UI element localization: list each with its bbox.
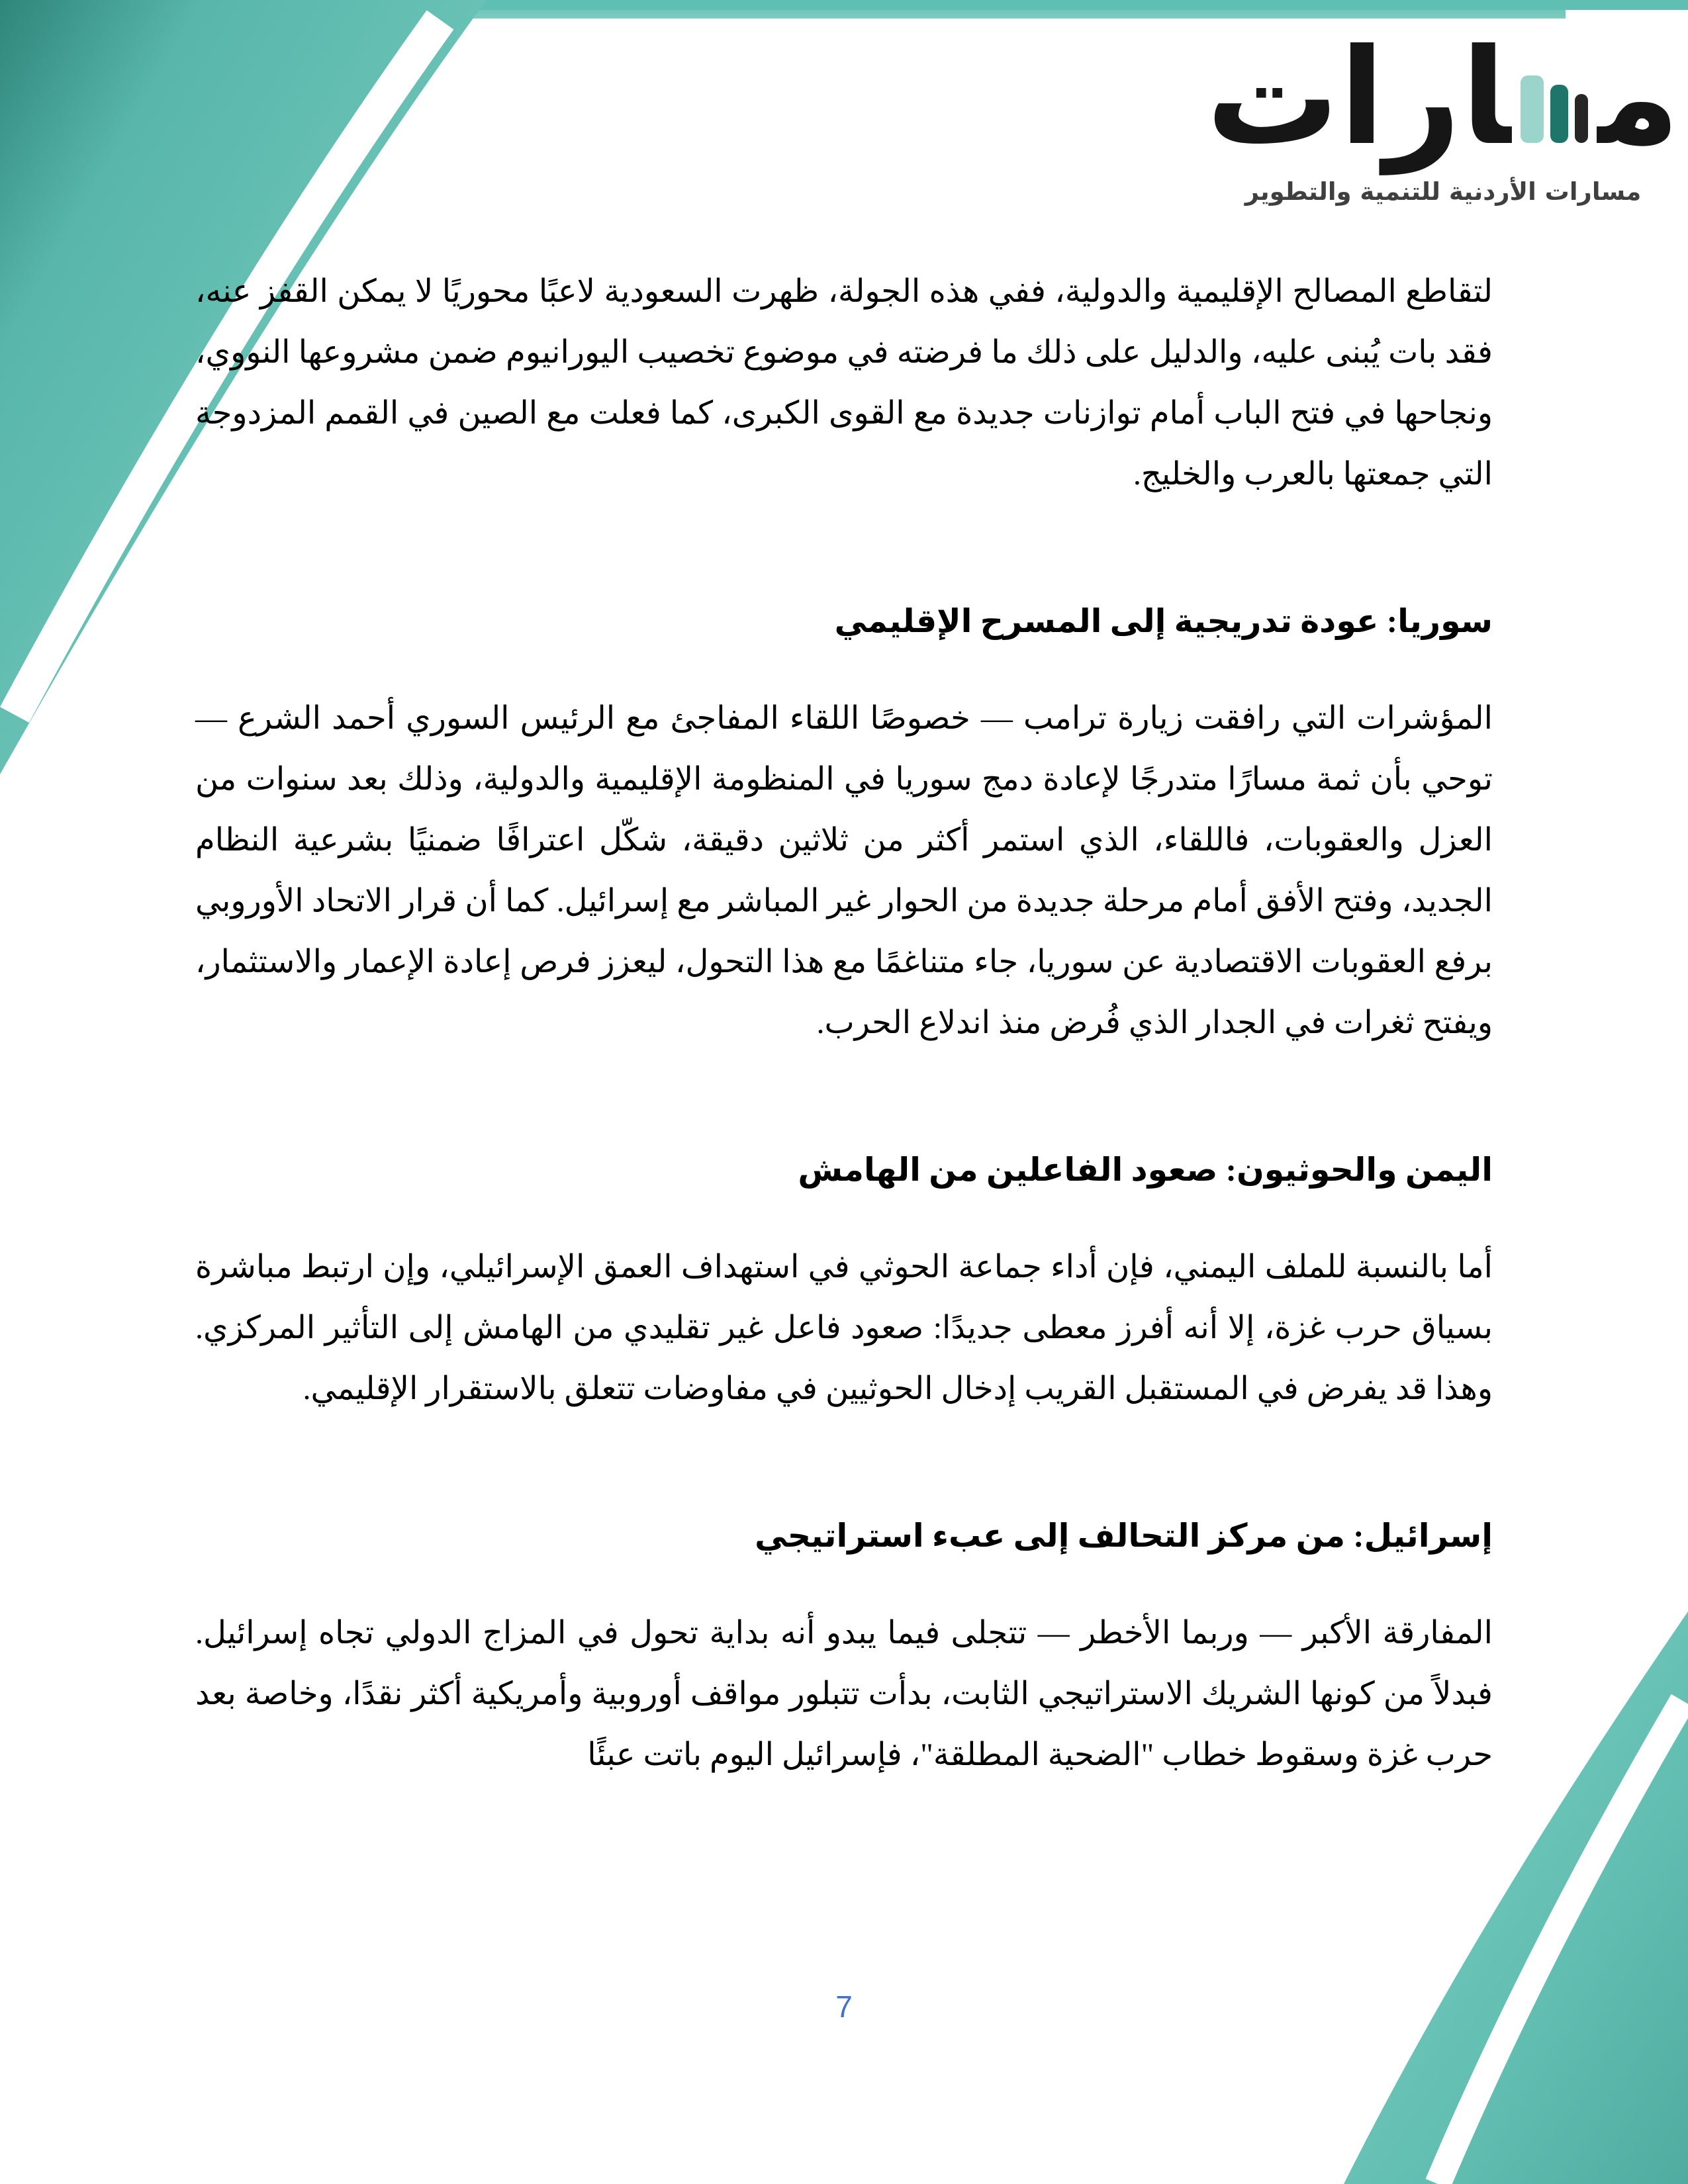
logo-tagline: مسارات الأردنية للتنمية والتطوير [1244, 177, 1642, 206]
section-heading-syria: سوريا: عودة تدريجية إلى المسرح الإقليمي [834, 603, 1493, 639]
logo-seen-bars-icon [1517, 25, 1591, 171]
logo-letters-arat: ‍ارات [1206, 21, 1511, 175]
section-heading-israel: إسرائيل: من مركز التحالف إلى عبء استراتيجي [755, 1518, 1493, 1554]
page-number: 7 [835, 1989, 853, 2024]
logo-bar-black [1575, 94, 1588, 143]
section-heading-yemen: اليمن والحوثيون: صعود الفاعلين من الهامش [798, 1152, 1493, 1188]
paragraph: لتقاطع المصالح الإقليمية والدولية، ففي هذه الجولة، ظهرت السعودية لاعبًا محوريًا لا يمكن القفز عنه، فقد بات يُبنى عليه، والدليل على ذلك ما فرضته في موضوع تخصيب اليورانيوم ضمن مشروعها النووي، ونجاحها في فتح الباب أمام توازنات جديدة مع القوى الكبرى، كما فعلت مع الصين في القمم المزدوجة التي جمعتها بالعرب والخليج. [195, 274, 1493, 492]
paragraph: المفارقة الأكبر — وربما الأخطر — تتجلى فيما يبدو أنه بداية تحول في المزاج الدولي تجاه إسرائيل. فبدلاً من كونها الشريك الاستراتيجي الثابت، بدأت تتبلور مواقف أوروبية وأمريكية أكثر نقدًا، وخاصة بعد حرب غزة وسقوط خطاب "الضحية المطلقة"، فإسرائيل اليوم باتت عبئًا [195, 1615, 1493, 1772]
document-body [195, 0, 1493, 1786]
paragraph: المؤشرات التي رافقت زيارة ترامب — خصوصًا اللقاء المفاجئ مع الرئيس السوري أحمد الشرع — توحي بأن ثمة مسارًا متدرجًا لإعادة دمج سوريا في المنظومة الإقليمية والدولية، وذلك بعد سنوات من العزل والعقوبات، فاللقاء، الذي استمر أكثر من ثلاثين دقيقة، شكّل اعترافًا ضمنيًا بشرعية النظام الجديد، وفتح الأفق أمام مرحلة جديدة من الحوار غير المباشر مع إسرائيل. كما أن قرار الاتحاد الأوروبي برفع العقوبات الاقتصادية عن سوريا، جاء متناغمًا مع هذا التحول، ليعزز فرص إعادة الإعمار والاستثمار، ويفتح ثغرات في الجدار الذي فُرض منذ اندلاع الحرب. [195, 701, 1493, 1040]
paragraph: أما بالنسبة للملف اليمني، فإن أداء جماعة الحوثي في استهداف العمق الإسرائيلي، وإن ارتبط مباشرة بسياق حرب غزة، إلا أنه أفرز معطى جديدًا: صعود فاعل غير تقليدي من الهامش إلى التأثير المركزي. وهذا قد يفرض في المستقبل القريب إدخال الحوثيين في مفاوضات تتعلق بالاستقرار الإقليمي. [195, 1250, 1493, 1406]
logo-bar-dark-teal [1550, 85, 1568, 143]
logo-bar-light-teal [1521, 75, 1544, 143]
logo-letter-meem: م‍ [1597, 21, 1680, 175]
